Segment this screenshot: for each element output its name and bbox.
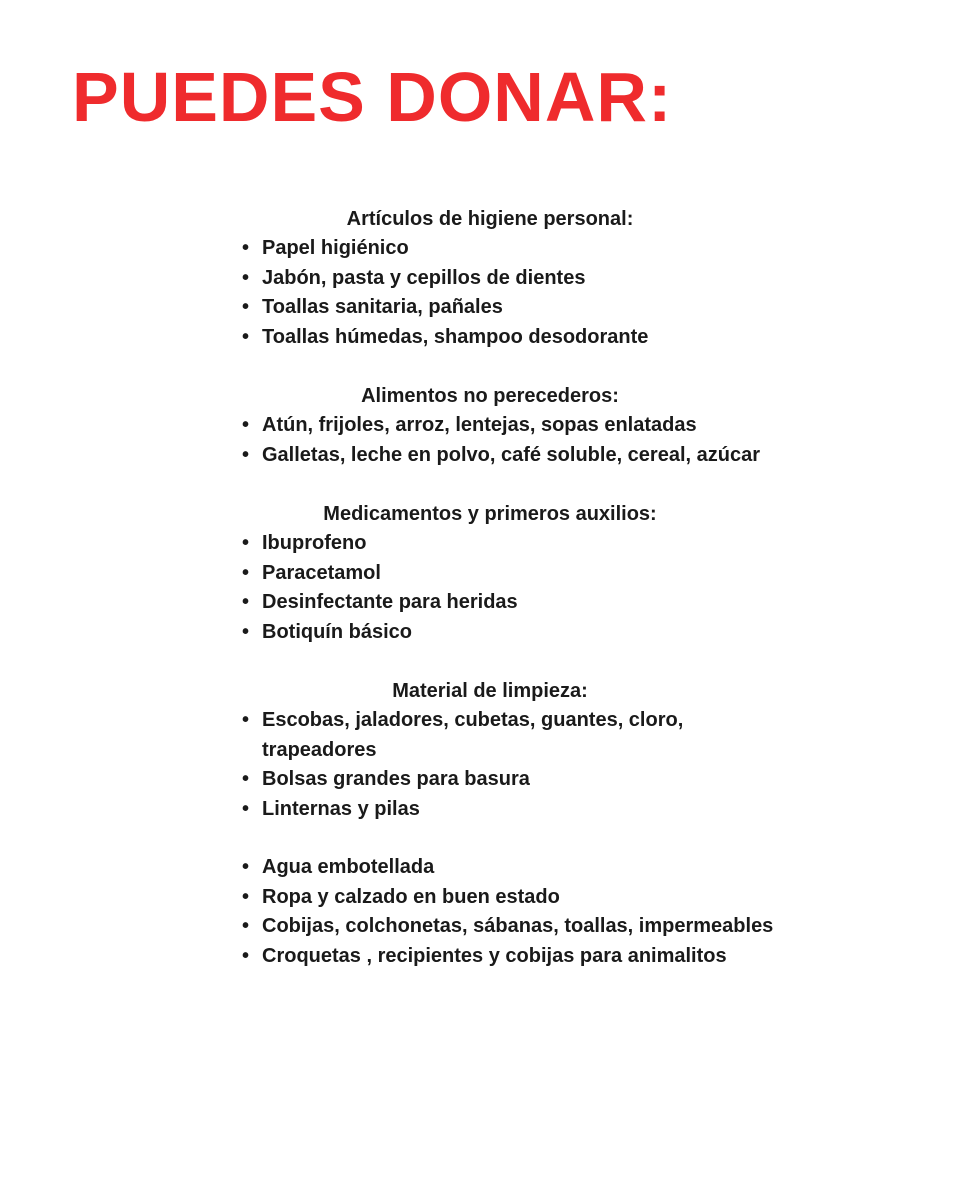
section-heading: Material de limpieza: bbox=[392, 680, 588, 702]
bullet-icon: • bbox=[242, 561, 250, 584]
bullet-icon: • bbox=[242, 856, 250, 878]
section-medicine bbox=[240, 499, 800, 647]
item-list bbox=[240, 411, 800, 470]
item-text: Escobas, jaladores, cubetas, guantes, cloro, trapeadores bbox=[262, 709, 684, 761]
list-item bbox=[240, 883, 800, 913]
list-item bbox=[240, 529, 800, 559]
list-item bbox=[240, 588, 800, 618]
item-list bbox=[240, 234, 800, 352]
list-item bbox=[240, 618, 800, 648]
list-item bbox=[240, 912, 800, 942]
section-cleaning bbox=[240, 676, 800, 824]
item-text: Toallas sanitaria, pañales bbox=[262, 296, 503, 318]
item-text: Desinfectante para heridas bbox=[262, 591, 518, 613]
bullet-icon: • bbox=[242, 768, 250, 790]
bullet-icon: • bbox=[242, 915, 250, 937]
item-text: Paracetamol bbox=[262, 561, 381, 584]
item-text: Ropa y calzado en buen estado bbox=[262, 885, 560, 908]
item-text: Croquetas , recipientes y cobijas para animalitos bbox=[262, 944, 727, 967]
bullet-icon: • bbox=[242, 237, 250, 259]
list-item bbox=[240, 853, 800, 883]
section-heading: Artículos de higiene personal: bbox=[346, 208, 634, 230]
list-item bbox=[240, 559, 800, 589]
item-text: Galletas, leche en polvo, café soluble, cereal, azúcar bbox=[262, 443, 760, 466]
page-title: PUEDES DONAR: bbox=[72, 58, 673, 136]
item-text: Linternas y pilas bbox=[262, 797, 420, 820]
item-list bbox=[240, 706, 800, 824]
donation-list bbox=[240, 204, 800, 971]
list-item bbox=[240, 234, 800, 264]
item-list bbox=[240, 529, 800, 647]
bullet-icon: • bbox=[242, 266, 250, 289]
bullet-icon: • bbox=[242, 296, 250, 318]
item-text: Agua embotellada bbox=[262, 856, 435, 878]
item-text: Toallas húmedas, shampoo desodorante bbox=[262, 325, 649, 348]
list-item bbox=[240, 323, 800, 353]
section-other bbox=[240, 853, 800, 971]
item-text: Papel higiénico bbox=[262, 237, 409, 259]
bullet-icon: • bbox=[242, 532, 250, 554]
item-text: Botiquín básico bbox=[262, 620, 412, 643]
section-hygiene bbox=[240, 204, 800, 352]
list-item bbox=[240, 942, 800, 972]
item-list bbox=[240, 853, 800, 971]
bullet-icon: • bbox=[242, 709, 250, 731]
item-text: Jabón, pasta y cepillos de dientes bbox=[262, 266, 586, 289]
item-text: Ibuprofeno bbox=[262, 532, 367, 554]
bullet-icon: • bbox=[242, 443, 250, 466]
bullet-icon: • bbox=[242, 885, 250, 908]
section-food bbox=[240, 381, 800, 470]
section-heading: Alimentos no perecederos: bbox=[361, 385, 619, 407]
list-item bbox=[240, 293, 800, 323]
bullet-icon: • bbox=[242, 414, 250, 436]
list-item bbox=[240, 264, 800, 294]
list-item bbox=[240, 441, 800, 471]
list-item bbox=[240, 706, 800, 765]
item-text: Atún, frijoles, arroz, lentejas, sopas enlatadas bbox=[262, 414, 697, 436]
bullet-icon: • bbox=[242, 797, 250, 820]
bullet-icon: • bbox=[242, 325, 250, 348]
bullet-icon: • bbox=[242, 944, 250, 967]
list-item bbox=[240, 765, 800, 795]
section-heading: Medicamentos y primeros auxilios: bbox=[323, 503, 657, 525]
list-item bbox=[240, 795, 800, 825]
bullet-icon: • bbox=[242, 620, 250, 643]
list-item bbox=[240, 411, 800, 441]
item-text: Bolsas grandes para basura bbox=[262, 768, 530, 790]
item-text: Cobijas, colchonetas, sábanas, toallas, impermeables bbox=[262, 915, 774, 937]
bullet-icon: • bbox=[242, 591, 250, 613]
